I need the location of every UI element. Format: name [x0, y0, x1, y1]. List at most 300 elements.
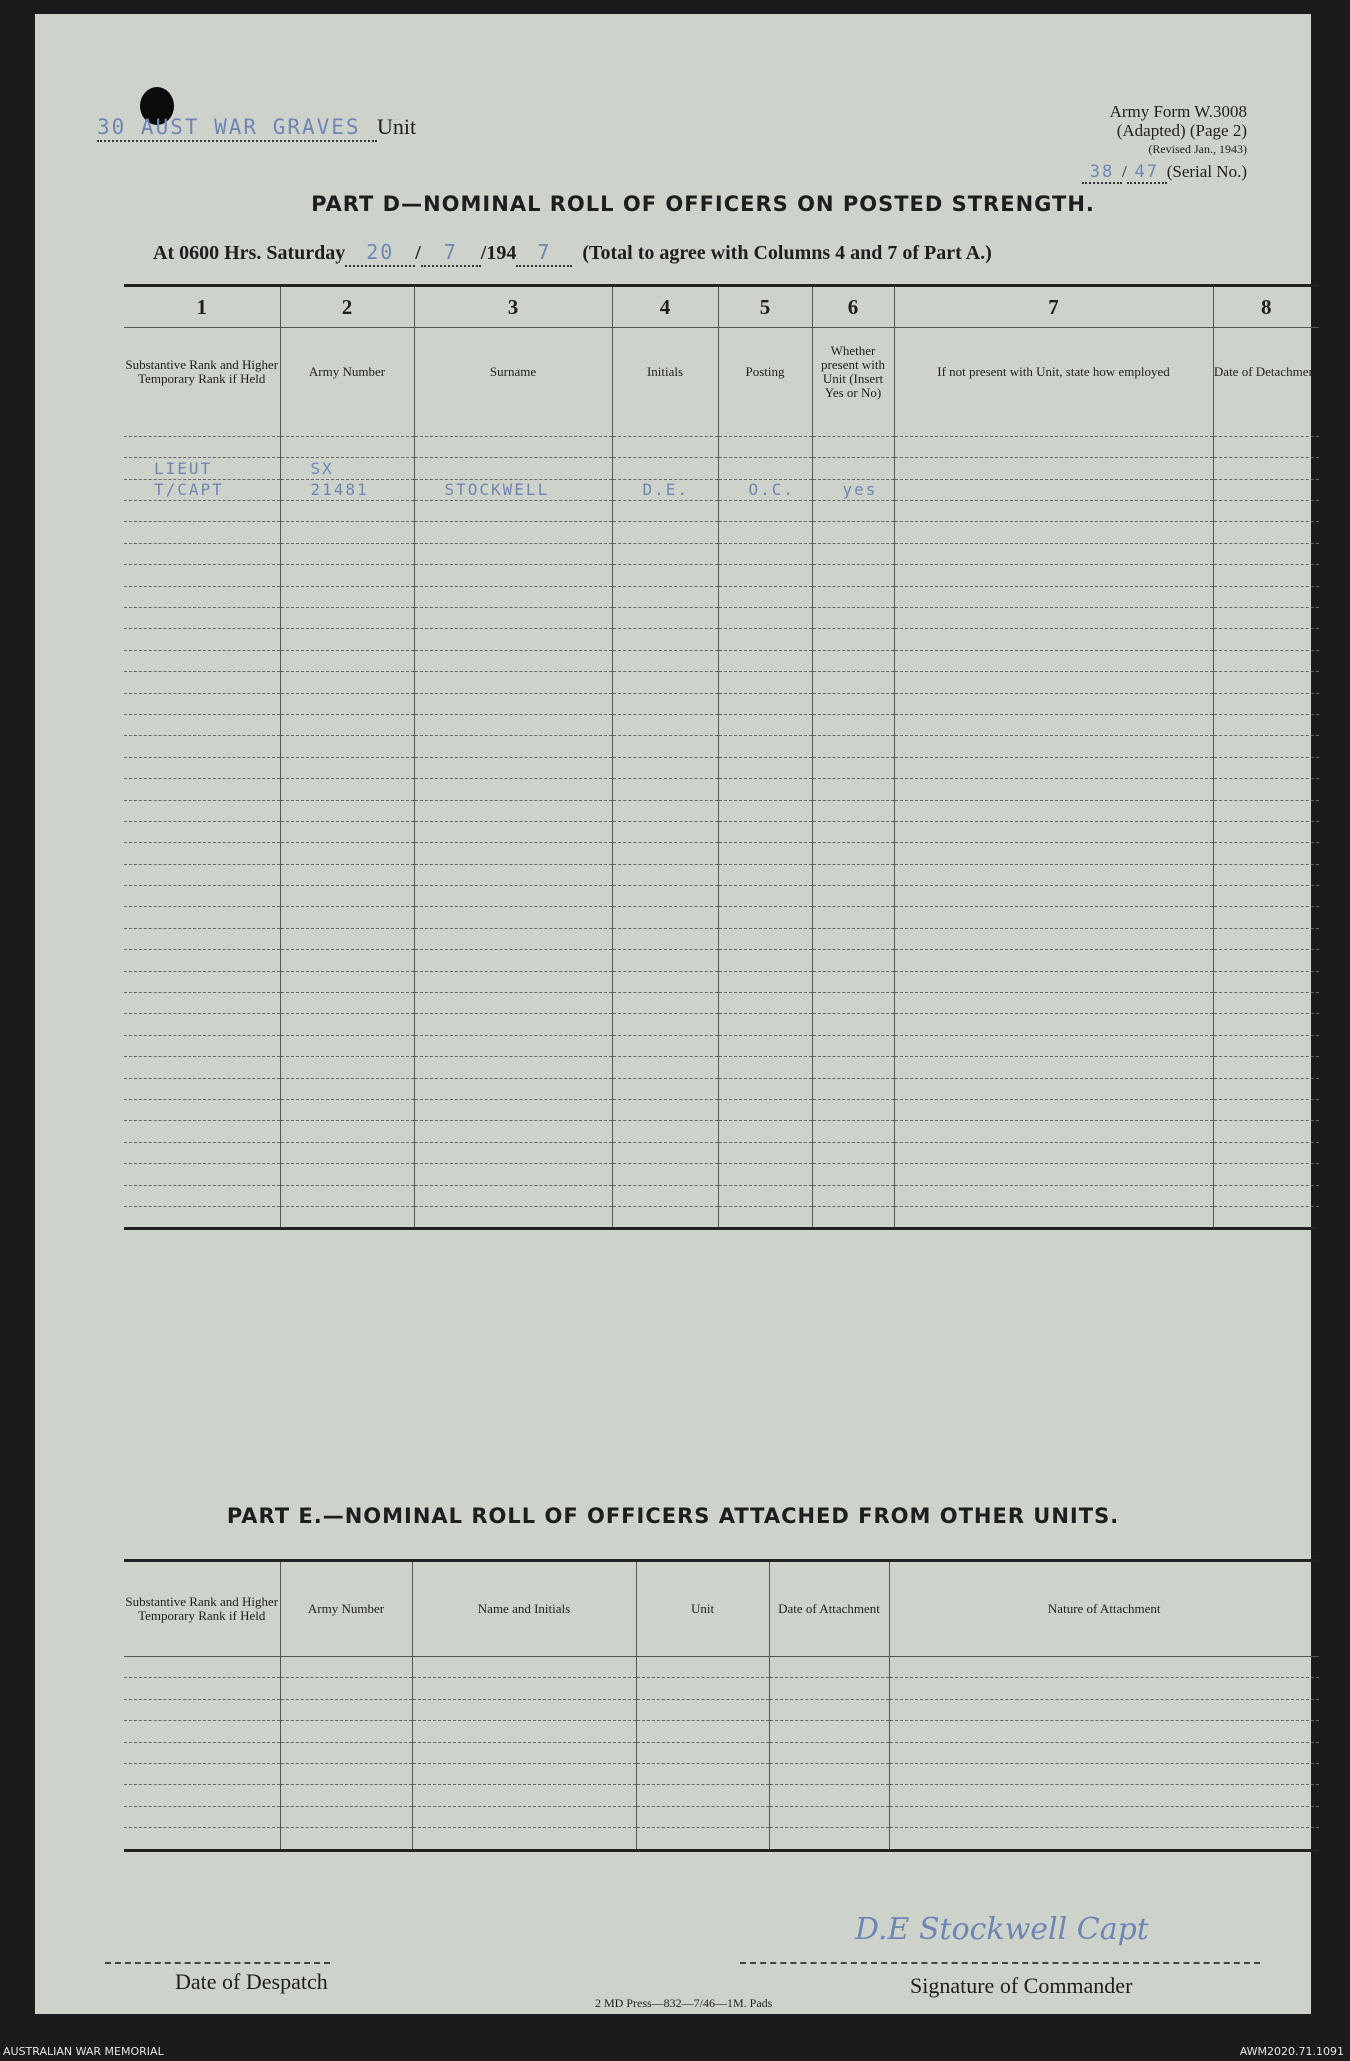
table-cell: [1213, 757, 1319, 778]
table-cell: [414, 950, 612, 971]
table-row: [124, 1100, 1319, 1121]
table-cell: [612, 1100, 718, 1121]
table-cell: [414, 672, 612, 693]
col-number: 7: [894, 286, 1213, 328]
table-cell: [280, 800, 414, 821]
table-cell: [812, 501, 894, 522]
serial-number: 38 / 47 (Serial No.): [1082, 162, 1247, 184]
table-cell: [612, 1014, 718, 1035]
table-cell: [412, 1742, 636, 1763]
table-cell: [124, 501, 280, 522]
table-cell: [812, 565, 894, 586]
table-cell: [718, 1121, 812, 1142]
table-row: [124, 1721, 1319, 1742]
table-cell: [612, 1121, 718, 1142]
table-row: [124, 1699, 1319, 1720]
table-cell: [612, 993, 718, 1014]
table-cell: [812, 950, 894, 971]
table-cell: [412, 1763, 636, 1784]
table-cell: [124, 458, 280, 479]
table-cell: [124, 864, 280, 885]
table-cell: [894, 586, 1213, 607]
table-row: [124, 1828, 1319, 1850]
table-cell: [769, 1657, 889, 1678]
entry-rank: LIEUT: [154, 458, 213, 478]
table-row: [124, 800, 1319, 821]
table-cell: [718, 864, 812, 885]
table-cell: [612, 650, 718, 671]
table-cell: [1213, 1014, 1319, 1035]
table-cell: [280, 479, 414, 500]
table-cell: [812, 586, 894, 607]
table-cell: [124, 1014, 280, 1035]
table-cell: [414, 864, 612, 885]
table-cell: [894, 436, 1213, 457]
table-cell: [280, 1657, 412, 1678]
table-cell: [280, 1057, 414, 1078]
table-cell: [414, 608, 612, 629]
table-cell: [636, 1806, 769, 1827]
form-revised: (Revised Jan., 1943): [1148, 142, 1247, 156]
col-header-initials: Initials: [612, 328, 718, 416]
table-cell: [894, 672, 1213, 693]
table-cell: [894, 864, 1213, 885]
day-value: 20: [366, 240, 395, 264]
table-row: [124, 1142, 1319, 1163]
table-cell: [124, 1035, 280, 1056]
year-prefix: /194: [480, 242, 517, 264]
date-line: At 0600 Hrs. Saturday 20 / 7 /194 7 (Total to agree with Columns 4 and 7 of Part A.): [153, 240, 992, 267]
table-cell: [124, 1763, 280, 1784]
table-row: [124, 1806, 1319, 1827]
table-row: [124, 1164, 1319, 1185]
total-note: (Total to agree with Columns 4 and 7 of Part A.): [582, 242, 992, 264]
table-cell: [812, 928, 894, 949]
table-cell: [894, 757, 1213, 778]
table-cell: [280, 1164, 414, 1185]
entry-temp-rank: T/CAPT: [154, 480, 224, 500]
form-page: [35, 14, 1319, 2014]
table-cell: [769, 1742, 889, 1763]
table-cell: [894, 1142, 1213, 1163]
table-cell: [894, 1057, 1213, 1078]
table-cell: [124, 586, 280, 607]
table-row: [124, 1078, 1319, 1099]
table-cell: [718, 629, 812, 650]
table-cell: [1213, 1142, 1319, 1163]
table-cell: [280, 821, 414, 842]
table-cell: [718, 416, 812, 437]
table-cell: [280, 1763, 412, 1784]
table-cell: [718, 714, 812, 735]
table-cell: [894, 1185, 1213, 1206]
table-cell: [124, 1806, 280, 1827]
table-cell: [124, 714, 280, 735]
serial-a: 38: [1089, 162, 1115, 182]
table-cell: [718, 693, 812, 714]
table-cell: [718, 950, 812, 971]
table-cell: [612, 779, 718, 800]
table-cell: [812, 993, 894, 1014]
table-cell: [612, 1035, 718, 1056]
table-cell: [889, 1657, 1319, 1678]
table-cell: [414, 522, 612, 543]
table-cell: [718, 672, 812, 693]
table-cell: [718, 843, 812, 864]
table-cell: [612, 608, 718, 629]
table-cell: [124, 629, 280, 650]
col-number: 2: [280, 286, 414, 328]
table-row: [124, 1742, 1319, 1763]
table-cell: [414, 693, 612, 714]
table-cell: [889, 1678, 1319, 1699]
table-cell: [280, 1828, 412, 1850]
table-cell: [1213, 1057, 1319, 1078]
table-cell: [414, 757, 612, 778]
col-header-rank: Substantive Rank and Higher Temporary Rank if Held: [124, 1561, 280, 1657]
table-cell: [414, 436, 612, 457]
table-cell: [1213, 1121, 1319, 1142]
table-cell: [894, 843, 1213, 864]
table-cell: [894, 1121, 1213, 1142]
table-cell: [812, 672, 894, 693]
unit-label: Unit: [377, 114, 417, 139]
table-cell: [414, 843, 612, 864]
table-cell: [612, 436, 718, 457]
table-row: [124, 1678, 1319, 1699]
col-number: 5: [718, 286, 812, 328]
table-cell: [612, 886, 718, 907]
table-cell: [414, 565, 612, 586]
table-cell: [414, 886, 612, 907]
column-header-row: [124, 328, 1319, 416]
table-cell: [1213, 479, 1319, 500]
table-cell: [812, 907, 894, 928]
table-cell: [769, 1699, 889, 1720]
table-cell: [414, 779, 612, 800]
table-row: [124, 886, 1319, 907]
table-cell: [812, 1185, 894, 1206]
press-line: 2 MD Press—832—7/46—1M. Pads: [595, 1996, 773, 2010]
table-cell: [1213, 993, 1319, 1014]
table-cell: [1213, 907, 1319, 928]
table-cell: [124, 1785, 280, 1806]
table-cell: [414, 800, 612, 821]
table-cell: [894, 1014, 1213, 1035]
col-header-attachment-nature: Nature of Attachment: [889, 1561, 1319, 1657]
table-cell: [124, 1678, 280, 1699]
table-cell: [894, 800, 1213, 821]
table-cell: [612, 821, 718, 842]
table-cell: [412, 1828, 636, 1850]
table-cell: [124, 436, 280, 457]
table-cell: [124, 1657, 280, 1678]
table-row: [124, 779, 1319, 800]
month-value: 7: [443, 240, 458, 264]
table-cell: [769, 1721, 889, 1742]
table-cell: [280, 779, 414, 800]
table-cell: [812, 800, 894, 821]
table-cell: [1213, 800, 1319, 821]
unit-line: [97, 114, 416, 142]
table-cell: [124, 757, 280, 778]
part-e-table: [124, 1559, 1319, 1852]
table-row: [124, 586, 1319, 607]
table-cell: [894, 693, 1213, 714]
part-e-title: PART E.—NOMINAL ROLL OF OFFICERS ATTACHED FROM OTHER UNITS.: [226, 1504, 1120, 1528]
table-cell: [718, 608, 812, 629]
table-cell: [894, 565, 1213, 586]
table-cell: [889, 1806, 1319, 1827]
table-cell: [1213, 779, 1319, 800]
table-cell: [124, 650, 280, 671]
table-cell: [280, 1121, 414, 1142]
table-cell: [612, 501, 718, 522]
table-cell: [414, 928, 612, 949]
form-adapted: (Adapted) (Page 2): [1116, 121, 1247, 140]
table-cell: [718, 479, 812, 500]
table-cell: [612, 629, 718, 650]
table-cell: [414, 1078, 612, 1099]
table-cell: [412, 1806, 636, 1827]
table-cell: [812, 693, 894, 714]
table-cell: [894, 629, 1213, 650]
table-row: [124, 629, 1319, 650]
table-cell: [612, 1206, 718, 1228]
table-cell: [414, 458, 612, 479]
table-cell: [414, 1142, 612, 1163]
table-cell: [812, 757, 894, 778]
table-cell: [414, 1206, 612, 1228]
table-cell: [612, 843, 718, 864]
table-cell: [280, 1785, 412, 1806]
table-cell: [612, 586, 718, 607]
table-cell: [718, 1185, 812, 1206]
table-cell: [280, 436, 414, 457]
table-cell: [414, 1121, 612, 1142]
table-cell: [412, 1785, 636, 1806]
table-row: [124, 436, 1319, 457]
col-header-rank: Substantive Rank and Higher Temporary Rank if Held: [125, 356, 279, 386]
form-name: Army Form W.3008: [1109, 102, 1247, 121]
table-cell: [894, 522, 1213, 543]
table-cell: [280, 1142, 414, 1163]
table-cell: [124, 1206, 280, 1228]
table-cell: [1213, 650, 1319, 671]
at-prefix: At 0600 Hrs. Saturday: [153, 242, 346, 264]
table-cell: [894, 458, 1213, 479]
col-header-attachment-date: Date of Attachment: [769, 1561, 889, 1657]
table-cell: [612, 522, 718, 543]
table-cell: [412, 1721, 636, 1742]
table-cell: [812, 864, 894, 885]
table-cell: [894, 950, 1213, 971]
serial-b: 47: [1134, 162, 1159, 182]
col-number: 4: [612, 286, 718, 328]
table-row: [124, 950, 1319, 971]
table-cell: [718, 1035, 812, 1056]
year-digit: 7: [537, 240, 552, 264]
table-cell: [718, 1057, 812, 1078]
table-cell: [124, 479, 280, 500]
table-cell: [280, 1699, 412, 1720]
table-cell: [812, 1142, 894, 1163]
table-cell: [812, 714, 894, 735]
table-cell: [612, 714, 718, 735]
table-cell: [718, 565, 812, 586]
table-cell: [124, 1185, 280, 1206]
table-cell: [718, 586, 812, 607]
part-e-header-row: [124, 1561, 1319, 1657]
form-reference: [1110, 102, 1247, 159]
table-cell: [769, 1678, 889, 1699]
table-cell: [812, 522, 894, 543]
table-cell: [718, 1142, 812, 1163]
table-cell: [812, 1206, 894, 1228]
part-e-rows: [124, 1657, 1319, 1851]
entry-surname: STOCKWELL: [444, 480, 550, 500]
table-cell: [414, 586, 612, 607]
table-cell: [124, 907, 280, 928]
table-cell: [280, 501, 414, 522]
table-cell: [1213, 843, 1319, 864]
table-cell: [414, 736, 612, 757]
table-cell: [612, 1142, 718, 1163]
table-cell: [1213, 416, 1319, 437]
table-cell: [718, 522, 812, 543]
table-cell: [812, 1100, 894, 1121]
table-cell: [889, 1742, 1319, 1763]
table-cell: [812, 416, 894, 437]
table-row: [124, 736, 1319, 757]
table-row: [124, 522, 1319, 543]
table-row: [124, 993, 1319, 1014]
table-cell: [124, 1742, 280, 1763]
table-cell: [894, 928, 1213, 949]
table-cell: [718, 1014, 812, 1035]
table-cell: [124, 736, 280, 757]
table-cell: [124, 993, 280, 1014]
table-cell: [894, 1035, 1213, 1056]
table-row: [124, 416, 1319, 437]
unit-handwritten: 30 AUST WAR GRAVES: [97, 115, 361, 139]
table-cell: [280, 736, 414, 757]
table-cell: [124, 1078, 280, 1099]
table-cell: [124, 1721, 280, 1742]
table-row: [124, 821, 1319, 842]
table-row: [124, 928, 1319, 949]
table-cell: [412, 1678, 636, 1699]
part-d-title: PART D—NOMINAL ROLL OF OFFICERS ON POSTED STRENGTH.: [311, 192, 1095, 216]
table-cell: [718, 757, 812, 778]
table-cell: [718, 1164, 812, 1185]
table-cell: [280, 543, 414, 564]
entry-army-number: SX: [310, 458, 334, 478]
table-cell: [124, 928, 280, 949]
table-cell: [414, 1185, 612, 1206]
table-row: [124, 843, 1319, 864]
table-cell: [889, 1721, 1319, 1742]
table-cell: [612, 543, 718, 564]
table-row: [124, 1057, 1319, 1078]
table-cell: [894, 821, 1213, 842]
table-cell: [124, 1699, 280, 1720]
table-cell: [718, 993, 812, 1014]
table-cell: [1213, 971, 1319, 992]
table-cell: [636, 1678, 769, 1699]
table-row: [124, 565, 1319, 586]
table-cell: [414, 1014, 612, 1035]
table-row: [124, 458, 1319, 479]
table-row: [124, 1035, 1319, 1056]
table-cell: [1213, 821, 1319, 842]
table-cell: [414, 1100, 612, 1121]
table-row: [124, 672, 1319, 693]
despatch-line: [105, 1962, 330, 1964]
table-cell: [280, 1806, 412, 1827]
table-cell: [636, 1828, 769, 1850]
table-cell: [124, 672, 280, 693]
table-cell: [414, 821, 612, 842]
table-cell: [1213, 522, 1319, 543]
commander-signature: D.E Stockwell Capt: [855, 1912, 1149, 1947]
table-cell: [769, 1785, 889, 1806]
table-cell: [894, 1164, 1213, 1185]
table-row: [124, 1121, 1319, 1142]
table-cell: [1213, 1185, 1319, 1206]
table-cell: [124, 522, 280, 543]
table-cell: [280, 950, 414, 971]
table-cell: [894, 993, 1213, 1014]
table-cell: [124, 1164, 280, 1185]
caption-left: AUSTRALIAN WAR MEMORIAL: [3, 2045, 164, 2058]
table-cell: [1213, 1164, 1319, 1185]
table-cell: [414, 543, 612, 564]
table-cell: [612, 800, 718, 821]
table-row: [124, 907, 1319, 928]
table-cell: [894, 650, 1213, 671]
table-cell: [280, 1721, 412, 1742]
table-cell: [718, 736, 812, 757]
table-cell: [718, 907, 812, 928]
table-cell: [636, 1699, 769, 1720]
table-cell: [889, 1763, 1319, 1784]
table-cell: [124, 608, 280, 629]
table-cell: [280, 629, 414, 650]
table-cell: [612, 479, 718, 500]
table-cell: [812, 479, 894, 500]
table-cell: [718, 543, 812, 564]
table-cell: [612, 757, 718, 778]
table-cell: [412, 1657, 636, 1678]
table-cell: [889, 1785, 1319, 1806]
table-cell: [612, 971, 718, 992]
table-row: [124, 501, 1319, 522]
table-row: [124, 757, 1319, 778]
col-number: 1: [124, 286, 280, 328]
table-row: [124, 608, 1319, 629]
table-cell: [812, 543, 894, 564]
table-cell: [1213, 886, 1319, 907]
table-cell: [612, 416, 718, 437]
col-number: 3: [414, 286, 612, 328]
table-cell: [718, 501, 812, 522]
table-cell: [612, 1078, 718, 1099]
table-cell: [812, 1164, 894, 1185]
table-cell: [280, 416, 414, 437]
table-cell: [612, 565, 718, 586]
table-cell: [718, 1206, 812, 1228]
